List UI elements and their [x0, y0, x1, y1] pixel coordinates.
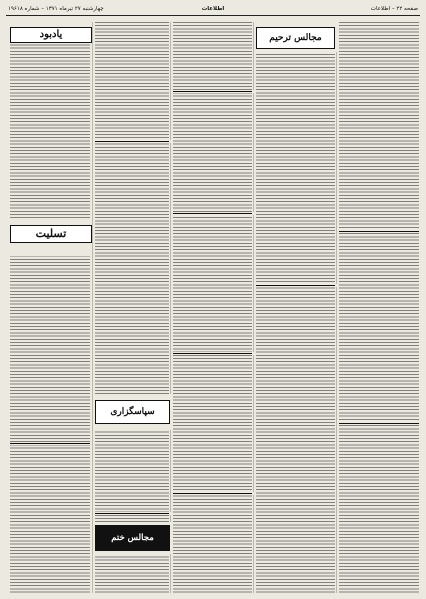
newspaper-name: اطلاعات	[201, 6, 225, 12]
divider	[173, 213, 252, 214]
section-title-sepasgozari	[95, 400, 170, 424]
text-lines	[95, 22, 169, 593]
text-lines	[256, 22, 335, 593]
divider	[173, 353, 252, 354]
text-lines	[10, 22, 90, 593]
column-4	[92, 22, 171, 593]
divider	[339, 231, 419, 232]
section-title-text: سپاسگزاری	[110, 407, 155, 417]
divider	[95, 141, 169, 142]
page-header	[6, 3, 420, 16]
section-title-text: یادبود	[39, 29, 63, 40]
section-title-yadbood	[10, 27, 92, 43]
column-5	[8, 22, 92, 593]
section-title-text: تسلیت	[35, 227, 67, 240]
divider	[173, 91, 252, 92]
divider	[256, 285, 335, 286]
divider	[339, 423, 419, 424]
section-title-majales-tarhim	[256, 27, 335, 49]
column-3	[170, 22, 254, 593]
text-lines	[339, 22, 419, 593]
text-lines	[173, 22, 252, 593]
divider	[10, 443, 90, 444]
divider	[95, 513, 169, 514]
section-title-majales-khatm	[95, 525, 170, 551]
column-2	[253, 22, 337, 593]
divider	[173, 493, 252, 494]
section-title-text: مجالس ترحیم	[269, 33, 322, 43]
page-number: صفحه ۲۲ – اطلاعات	[370, 6, 418, 12]
section-title-text: مجالس ختم	[111, 533, 154, 543]
issue-date: چهارشنبه ۲۷ تیرماه ۱۳۷۱ – شماره ۱۹۶۱۸	[8, 6, 104, 12]
section-title-tasliyat	[10, 225, 92, 243]
column-1	[336, 22, 421, 593]
